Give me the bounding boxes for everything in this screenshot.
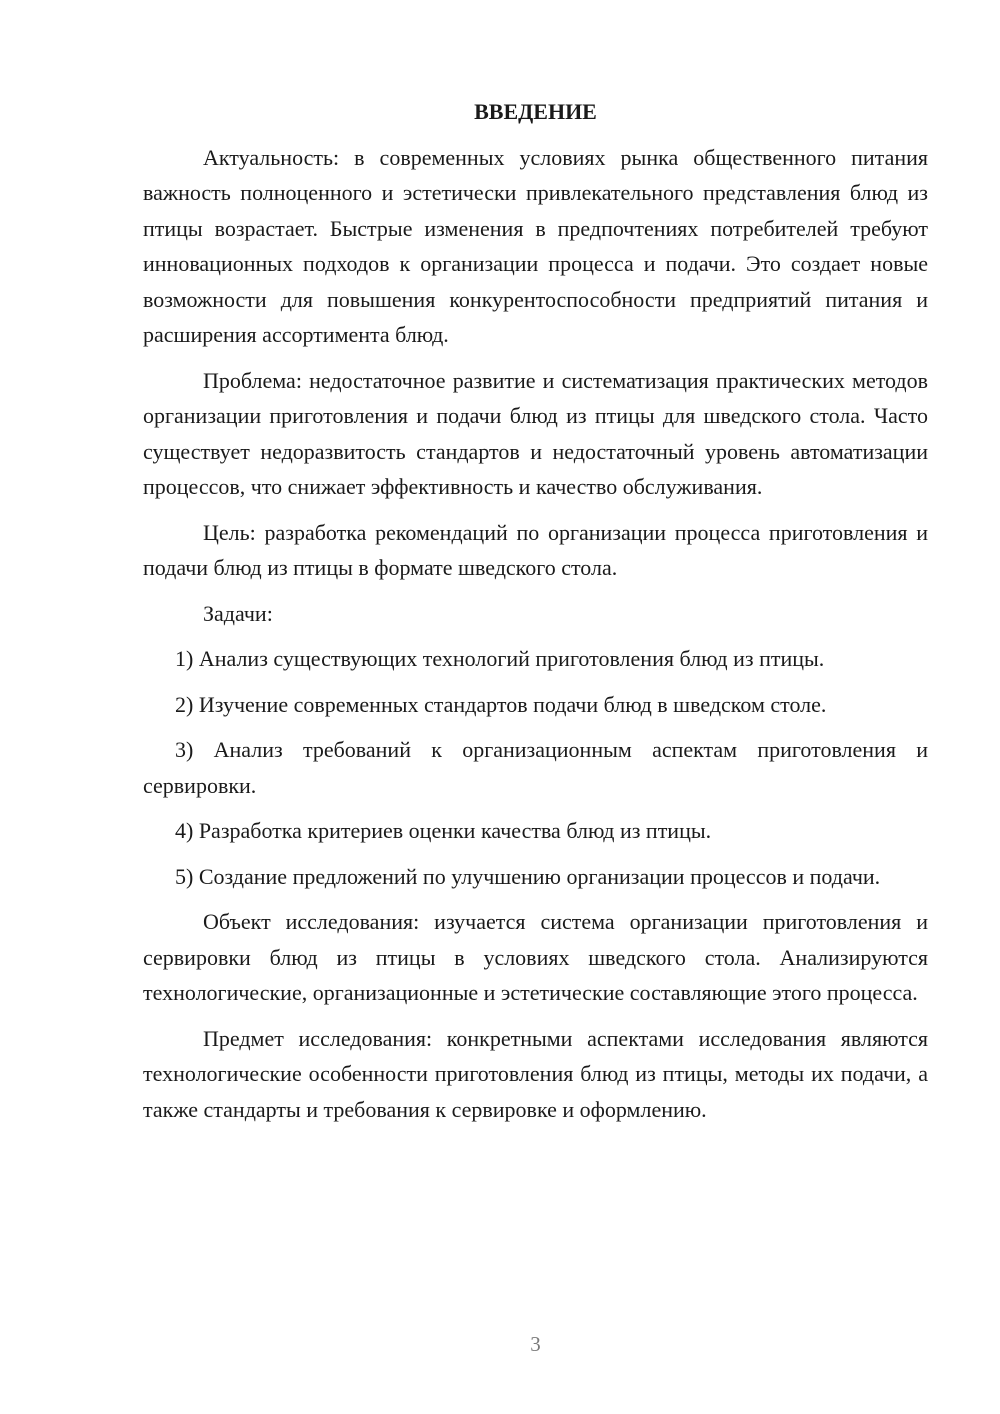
task-item-2: 2) Изучение современных стандартов подачи блюд в шведском столе. xyxy=(175,691,827,717)
relevance-paragraph: Актуальность: в современных условиях рынка общественного питания важность полноценного и эстетически привлекательного представления блюд из птицы возрастает. Быстрые изменения в предпочтениях потребителей требуют инновационных подходов к организации процесса и подачи. Это создает новые возможности для повышения конкурентоспособности предприятий питания и расширения ассортимента блюд. xyxy=(143,144,928,347)
document-body xyxy=(143,94,928,1137)
subject-paragraph: Предмет исследования: конкретными аспектами исследования являются технологические особенности приготовления блюд из птицы, методы их подачи, а также стандарты и требования к сервировке и оформлению. xyxy=(143,1025,928,1122)
object-paragraph: Объект исследования: изучается система организации приготовления и сервировки блюд из птицы в условиях шведского стола. Анализируются технологические, организационные и эстетические составляющие этого процесса. xyxy=(143,909,928,1005)
tasks-label: Задачи: xyxy=(203,600,273,626)
page-number: 3 xyxy=(530,1332,541,1356)
task-item-4: 4) Разработка критериев оценки качества блюд из птицы. xyxy=(175,818,712,843)
section-title: ВВЕДЕНИЕ xyxy=(474,99,597,124)
task-item-5: 5) Создание предложений по улучшению организации процессов и подачи. xyxy=(175,863,881,889)
problem-paragraph: Проблема: недостаточное развитие и систематизация практических методов организации приготовления и подачи блюд из птицы для шведского стола. Часто существует недоразвитость стандартов и недостаточный уровень автоматизации процессов, что снижает эффективность и качество обслуживания. xyxy=(143,367,928,499)
goal-paragraph: Цель: разработка рекомендаций по организации процесса приготовления и подачи блюд из птицы в формате шведского стола. xyxy=(143,519,928,580)
task-item-3: 3) Анализ требований к организационным аспектам приготовления и сервировки. xyxy=(143,737,928,798)
task-item-1: 1) Анализ существующих технологий приготовления блюд из птицы. xyxy=(175,646,825,671)
